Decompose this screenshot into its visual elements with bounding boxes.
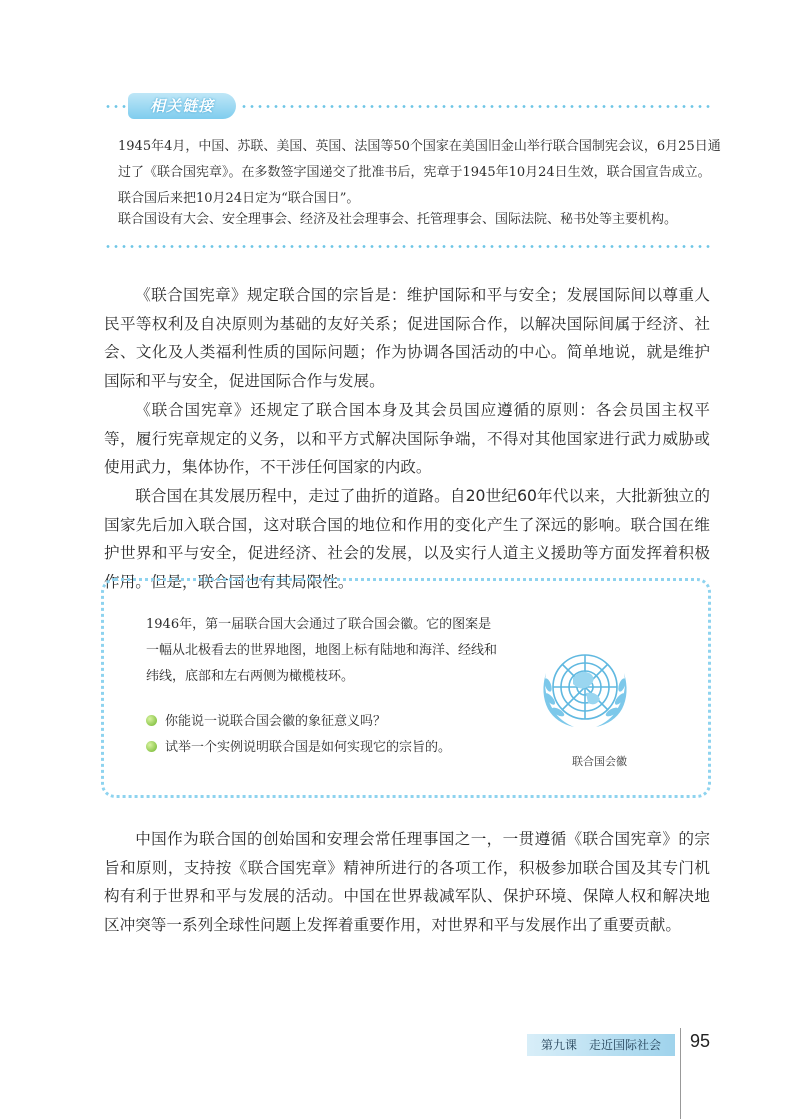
- body-paragraph-4: 中国作为联合国的创始国和安理会常任理事国之一，一贯遵循《联合国宪章》的宗旨和原则，支持按《联合国宪章》精神所进行的各项工作，积极参加联合国及其专门机构有利于世界和平与发展的活动。中国在世界裁减军队、保护环境、保障人权和解决地区冲突等一系列全球性问题上发挥着重要作用，对世界和平与发展作出了重要贡献。: [104, 830, 710, 934]
- question-2-text: 试举一个实例说明联合国是如何实现它的宗旨的。: [165, 740, 452, 755]
- emblem-caption: 联合国会徽: [572, 755, 627, 768]
- un-emblem-icon: [528, 633, 642, 745]
- question-2: [146, 738, 451, 758]
- bottom-dotted-divider: [104, 245, 710, 248]
- body-paragraph-1: 《联合国宪章》规定联合国的宗旨是：维护国际和平与安全；发展国际间以尊重人民平等权利及自决原则为基础的友好关系；促进国际合作，以解决国际间属于经济、社会、文化及人类福利性质的国际问题；作为协调各国活动的中心。简单地说，就是维护国际和平与安全，促进国际合作与发展。: [104, 286, 710, 390]
- bullet-icon: [146, 715, 157, 726]
- chapter-label: 第九课 走近国际社会: [527, 1034, 675, 1056]
- related-link-paragraph-2: 联合国设有大会、安全理事会、经济及社会理事会、托管理事会、国际法院、秘书处等主要机构。: [118, 212, 678, 227]
- footer-divider: [680, 1028, 681, 1119]
- page-number: 95: [690, 1031, 711, 1051]
- top-dotted-divider-right: [240, 105, 710, 108]
- body-paragraph-2: 《联合国宪章》还规定了联合国本身及其会员国应遵循的原则：各会员国主权平等，履行宪章规定的义务，以和平方式解决国际争端，不得对其他国家进行武力威胁或使用武力，集体协作，不干涉任何国家的内政。: [104, 401, 710, 476]
- top-dotted-divider: [104, 105, 128, 108]
- related-link-paragraph-1: 1945年4月，中国、苏联、美国、英国、法国等50个国家在美国旧金山举行联合国制宪会议，6月25日通过了《联合国宪章》。在多数签字国递交了批准书后，宪章于1945年10月24日生效，联合国宣告成立。联合国后来把10月24日定为“联合国日”。: [118, 139, 721, 206]
- body-paragraph-3: 联合国在其发展历程中，走过了曲折的道路。自20世纪60年代以来，大批新独立的国家先后加入联合国，这对联合国的地位和作用的变化产生了深远的影响。联合国在维护世界和平与安全，促进经济、社会的发展，以及实行人道主义援助等方面发挥着积极作用。但是，联合国也有其局限性。: [104, 487, 710, 591]
- related-link-badge: 相关链接: [128, 93, 236, 119]
- question-1-text: 你能说一说联合国会徽的象征意义吗？: [165, 714, 387, 729]
- question-1: [146, 712, 386, 732]
- activity-text: 1946年，第一届联合国大会通过了联合国会徽。它的图案是一幅从北极看去的世界地图，地图上标有陆地和海洋、经线和纬线，底部和左右两侧为橄榄枝环。: [146, 617, 498, 684]
- bullet-icon: [146, 741, 157, 752]
